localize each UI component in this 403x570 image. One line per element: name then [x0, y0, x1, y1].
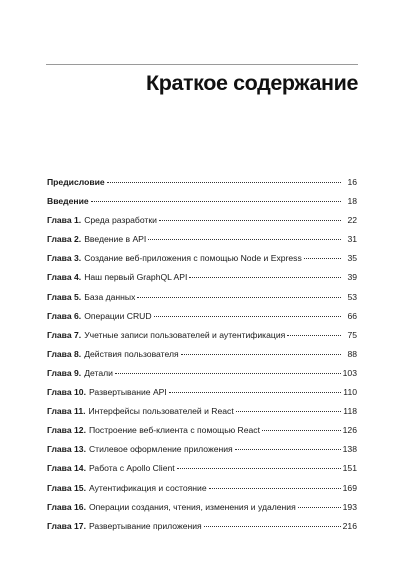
toc-chapter-label: Глава 12. [47, 425, 86, 436]
toc-chapter-label: Глава 10. [47, 387, 86, 398]
table-of-contents [47, 176, 357, 539]
toc-entry-chapter-8[interactable] [47, 348, 357, 367]
toc-leader-dots [287, 334, 341, 336]
toc-chapter-title: Среда разработки [84, 215, 157, 226]
toc-entry-chapter-14[interactable] [47, 462, 357, 481]
toc-page-number: 88 [347, 348, 357, 359]
toc-page-number: 216 [342, 520, 357, 531]
toc-page-number: 39 [347, 272, 357, 283]
toc-leader-dots [169, 391, 341, 393]
toc-leader-dots [204, 525, 341, 527]
toc-leader-dots [159, 219, 341, 221]
toc-chapter-label: Глава 5. [47, 291, 82, 302]
toc-chapter-label: Глава 3. [47, 253, 82, 264]
toc-chapter-title: Развертывание API [88, 387, 167, 398]
toc-chapter-title: База данных [84, 291, 136, 302]
toc-chapter-label: Глава 15. [47, 482, 86, 493]
toc-page-number: 31 [347, 234, 357, 245]
toc-chapter-label: Глава 8. [47, 348, 82, 359]
toc-page-number: 193 [342, 501, 357, 512]
toc-chapter-title: Стилевое оформление приложения [88, 444, 233, 455]
toc-chapter-title: Интерфейсы пользователей и React [88, 406, 234, 417]
toc-entry-chapter-6[interactable] [47, 310, 357, 329]
toc-chapter-label: Глава 13. [47, 444, 86, 455]
toc-chapter-label: Глава 14. [47, 463, 86, 474]
toc-chapter-title: Наш первый GraphQL API [84, 272, 188, 283]
toc-leader-dots [189, 276, 341, 278]
toc-page-number: 18 [347, 196, 357, 207]
toc-entry-chapter-9[interactable] [47, 367, 357, 386]
toc-entry-chapter-3[interactable] [47, 252, 357, 271]
toc-leader-dots [107, 181, 341, 183]
toc-chapter-label: Глава 2. [47, 234, 82, 245]
toc-entry-chapter-13[interactable] [47, 443, 357, 462]
toc-page-number: 35 [347, 253, 357, 264]
toc-entry-chapter-16[interactable] [47, 501, 357, 520]
toc-chapter-label: Глава 6. [47, 310, 82, 321]
toc-leader-dots [148, 238, 341, 240]
toc-chapter-title: Работа с Apollo Client [88, 463, 175, 474]
toc-chapter-label: Глава 17. [47, 520, 86, 531]
toc-chapter-title: Операции CRUD [84, 310, 152, 321]
toc-leader-dots [137, 296, 341, 298]
toc-chapter-label: Глава 4. [47, 272, 82, 283]
toc-leader-dots [209, 487, 341, 489]
toc-entry-chapter-10[interactable] [47, 386, 357, 405]
toc-leader-dots [262, 429, 341, 431]
toc-leader-dots [298, 506, 341, 508]
toc-leader-dots [91, 200, 341, 202]
toc-chapter-title: Создание веб-приложения с помощью Node и Express [84, 253, 302, 264]
toc-leader-dots [181, 353, 341, 355]
toc-chapter-label: Введение [47, 196, 89, 207]
toc-page-number: 75 [347, 329, 357, 340]
toc-page-number: 22 [347, 215, 357, 226]
toc-chapter-title: Учетные записи пользователей и аутентификация [84, 329, 286, 340]
toc-page-number: 110 [343, 387, 357, 398]
toc-entry-preface[interactable] [47, 176, 357, 195]
toc-entry-introduction[interactable] [47, 195, 357, 214]
toc-entry-chapter-5[interactable] [47, 291, 357, 310]
toc-chapter-title: Развертывание приложения [88, 520, 202, 531]
toc-leader-dots [304, 257, 341, 259]
toc-page-number: 169 [342, 482, 357, 493]
toc-chapter-title: Построение веб-клиента с помощью React [88, 425, 260, 436]
toc-page-number: 151 [342, 463, 357, 474]
toc-leader-dots [177, 467, 341, 469]
toc-chapter-label: Глава 16. [47, 501, 86, 512]
toc-chapter-label: Глава 1. [47, 215, 82, 226]
toc-leader-dots [235, 448, 341, 450]
page-title: Краткое содержание [146, 71, 358, 95]
toc-chapter-label: Глава 11. [47, 406, 86, 417]
toc-entry-chapter-4[interactable] [47, 271, 357, 290]
top-rule [46, 64, 358, 65]
toc-entry-chapter-1[interactable] [47, 214, 357, 233]
toc-leader-dots [236, 410, 341, 412]
toc-entry-chapter-2[interactable] [47, 233, 357, 252]
toc-page-number: 118 [343, 406, 357, 417]
toc-entry-chapter-7[interactable] [47, 329, 357, 348]
toc-page-number: 16 [347, 177, 357, 187]
toc-entry-chapter-15[interactable] [47, 482, 357, 501]
toc-leader-dots [115, 372, 341, 374]
toc-page-number: 103 [342, 367, 357, 378]
toc-chapter-label: Глава 7. [47, 329, 82, 340]
toc-chapter-title: Действия пользователя [84, 348, 179, 359]
toc-leader-dots [154, 315, 341, 317]
toc-chapter-title: Аутентификация и состояние [88, 482, 207, 493]
toc-entry-chapter-12[interactable] [47, 424, 357, 443]
toc-entry-chapter-17[interactable] [47, 520, 357, 539]
toc-page-number: 126 [342, 425, 357, 436]
toc-chapter-title: Введение в API [84, 234, 147, 245]
toc-chapter-title: Детали [84, 367, 113, 378]
toc-page-number: 138 [342, 444, 357, 455]
toc-page-number: 53 [347, 291, 357, 302]
toc-chapter-label: Предисловие [47, 177, 105, 187]
toc-chapter-label: Глава 9. [47, 367, 82, 378]
toc-chapter-title: Операции создания, чтения, изменения и удаления [88, 501, 296, 512]
toc-entry-chapter-11[interactable] [47, 405, 357, 424]
toc-page-number: 66 [347, 310, 357, 321]
